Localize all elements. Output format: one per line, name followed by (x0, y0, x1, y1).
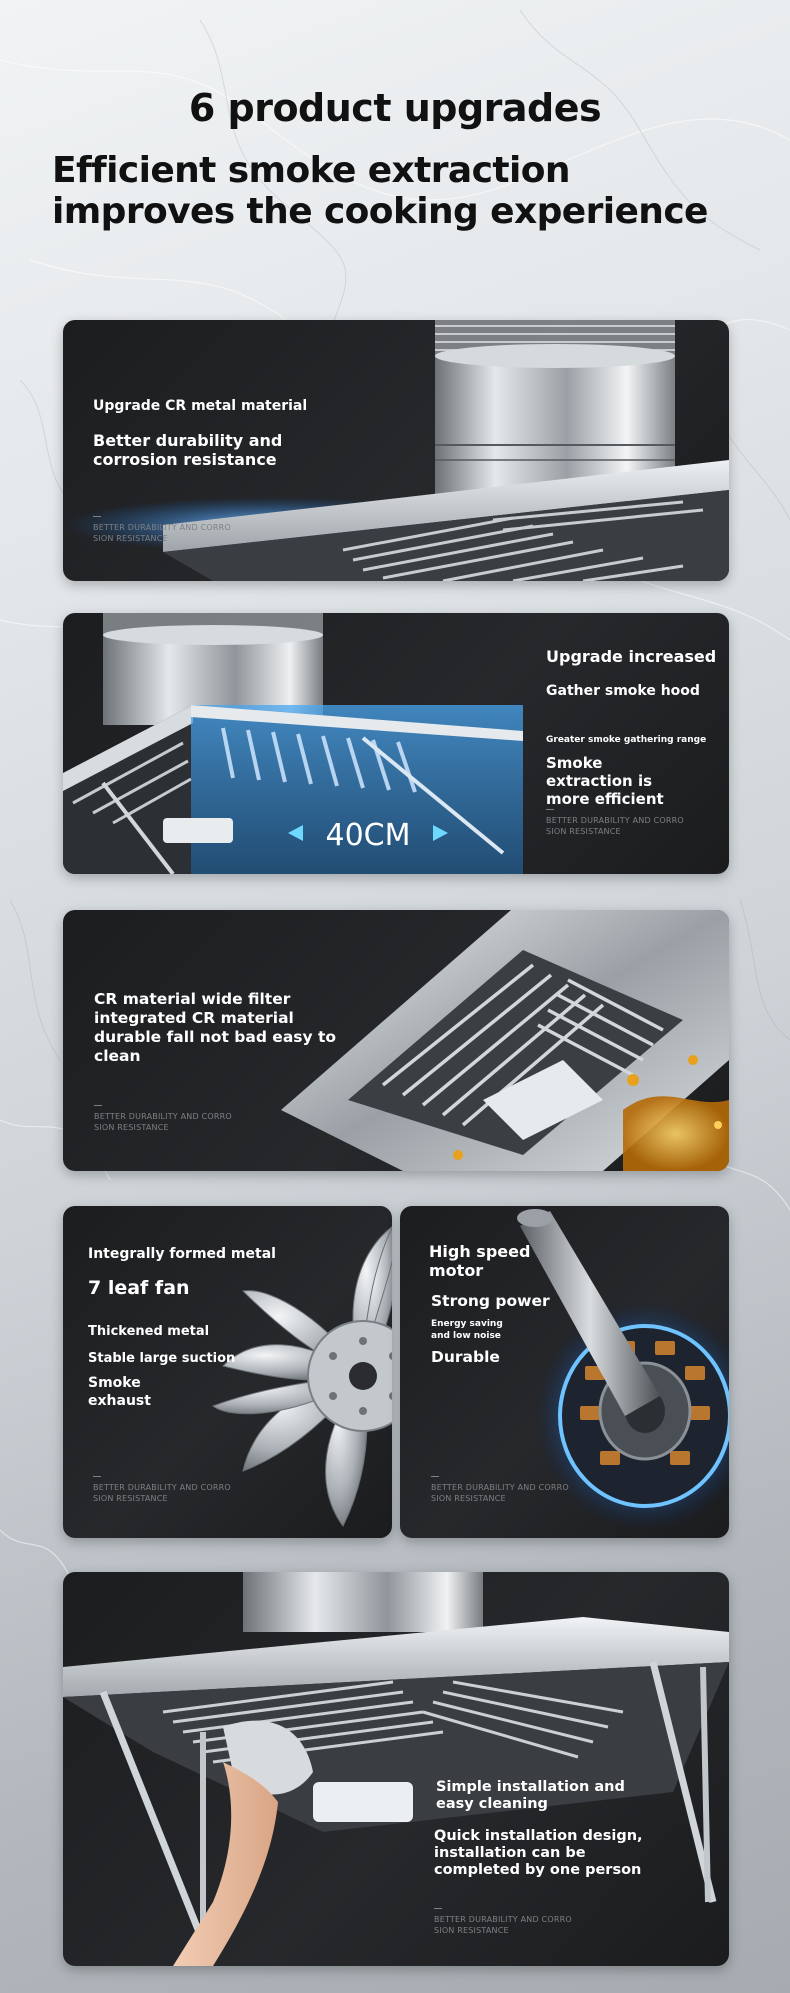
card4-feature1: Thickened metal (88, 1324, 210, 1339)
card4-subtitle: 7 leaf fan (88, 1277, 190, 1299)
card-cr-metal (63, 320, 729, 581)
card1-title: Upgrade CR metal material (93, 398, 308, 414)
card5-subtitle: Strong power (431, 1292, 550, 1310)
card1-footnote: BETTER DURABILITY AND CORRO SION RESISTANCE (93, 516, 231, 544)
card3-footnote: BETTER DURABILITY AND CORRO SION RESISTANCE (94, 1105, 232, 1133)
card-smoke-hood (63, 613, 729, 874)
installed-hood-illustration (63, 1572, 729, 1966)
card4-footnote: BETTER DURABILITY AND CORRO SION RESISTANCE (93, 1476, 231, 1504)
card-motor (400, 1206, 729, 1538)
card2-subtitle: Gather smoke hood (546, 683, 700, 699)
card2-feature: Smoke extraction is more efficient (546, 754, 664, 808)
card-fan (63, 1206, 392, 1538)
card2-caption: Greater smoke gathering range (546, 735, 707, 745)
card5-caption: Energy saving and low noise (431, 1319, 503, 1341)
page-subtitle: Efficient smoke extraction improves the cooking experience (52, 150, 708, 232)
card3-title: CR material wide filter integrated CR material durable fall not bad easy to clean (94, 990, 337, 1065)
card-wide-filter (63, 910, 729, 1171)
card6-title: Simple installation and easy cleaning (436, 1779, 625, 1812)
card-installation (63, 1572, 729, 1966)
page-title: 6 product upgrades (188, 86, 602, 130)
card4-title: Integrally formed metal (88, 1246, 276, 1262)
card4-feature3: Smoke exhaust (88, 1375, 151, 1409)
card1-subtitle: Better durability and corrosion resistance (93, 431, 283, 469)
card2-title: Upgrade increased (546, 647, 717, 666)
card6-subtitle: Quick installation design, installation can be completed by one person (434, 1828, 643, 1878)
card5-title: High speed motor (429, 1242, 531, 1280)
card4-feature2: Stable large suction (88, 1351, 236, 1366)
card5-feature: Durable (431, 1348, 500, 1366)
card5-footnote: BETTER DURABILITY AND CORRO SION RESISTANCE (431, 1476, 569, 1504)
card6-footnote: BETTER DURABILITY AND CORRO SION RESISTANCE (434, 1908, 572, 1936)
card2-footnote: BETTER DURABILITY AND CORRO SION RESISTANCE (546, 809, 684, 837)
measure-label: 40CM (325, 818, 411, 853)
